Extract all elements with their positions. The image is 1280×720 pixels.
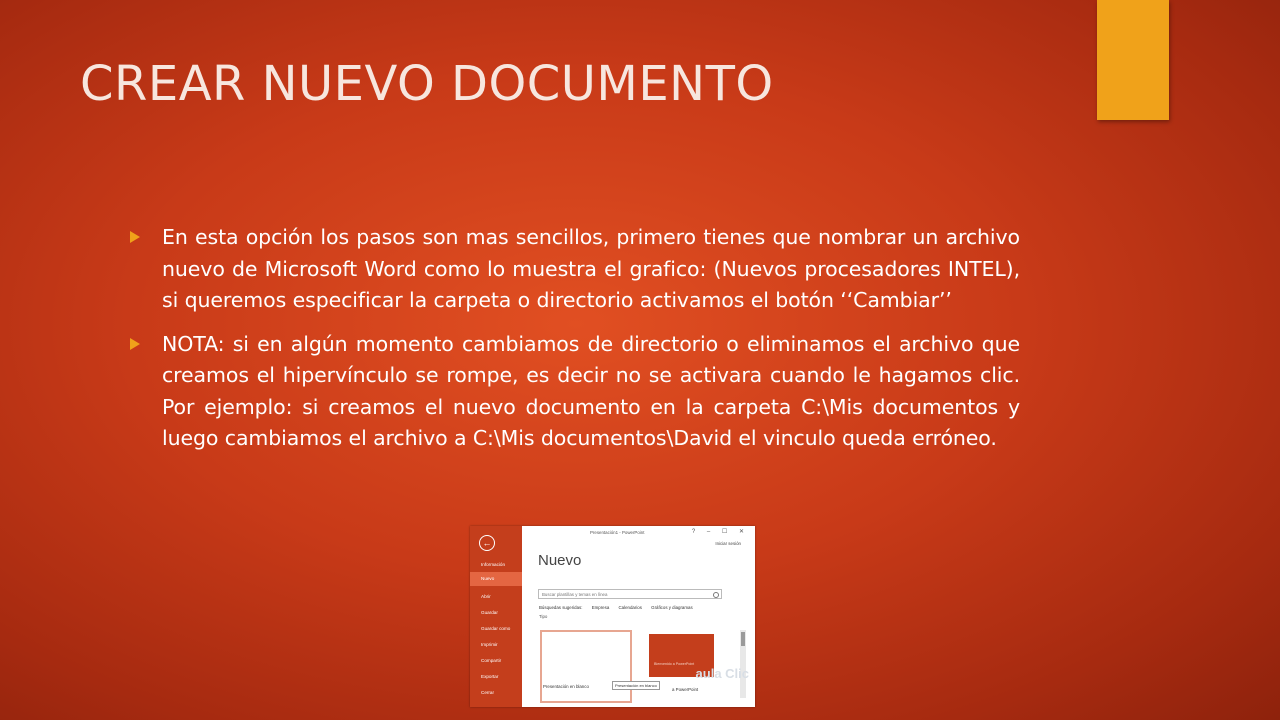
suggested-graficos-link[interactable]: Gráficos y diagramas <box>651 605 693 610</box>
sidebar-item-cerrar[interactable]: Cerrar <box>481 690 495 695</box>
bullet-text: NOTA: si en algún momento cambiamos de directorio o eliminamos el archivo que creamos el hipervínculo se rompe, es decir no se activara cuando le hagamos clic. Por ejemplo: si creamos el nuevo documento en la carpeta C:\Mis documentos y luego cambiamos el archivo a C:\Mis documentos\David el vinculo queda erróneo. <box>162 331 1020 450</box>
sidebar-item-nuevo[interactable]: Nuevo <box>470 572 522 586</box>
type-label: Tipo <box>539 614 548 619</box>
blank-presentation-label: Presentación en blanco <box>543 684 589 689</box>
backstage-main <box>522 526 755 707</box>
suggested-searches <box>539 605 701 610</box>
sidebar-item-abrir[interactable]: Abrir <box>481 594 491 599</box>
welcome-template-text: Bienvenido a PowerPoint <box>654 662 695 666</box>
bullet-item <box>130 222 1020 317</box>
sidebar-item-guardar[interactable]: Guardar <box>481 610 498 615</box>
sidebar-item-informacion[interactable]: Información <box>481 562 506 567</box>
tooltip: Presentación en blanco <box>612 681 660 690</box>
slide-title: CREAR NUEVO DOCUMENTO <box>80 56 774 112</box>
watermark: aula Clic <box>695 666 749 681</box>
bullet-text: En esta opción los pasos son mas sencillos, primero tienes que nombrar un archivo nuevo de Microsoft Word como lo muestra el grafico: (Nuevos procesadores INTEL), si queremos especificar la carpeta o directorio activamos el botón ‘‘Cambiar’’ <box>162 225 1020 312</box>
scrollbar[interactable] <box>740 630 746 698</box>
new-heading: Nuevo <box>538 552 582 569</box>
template-search-input[interactable] <box>538 589 722 599</box>
bullet-arrow-icon <box>130 338 140 350</box>
bullet-item <box>130 329 1020 455</box>
powerpoint-screenshot <box>470 526 755 707</box>
suggested-calendarios-link[interactable]: Calendarios <box>618 605 642 610</box>
sidebar-item-exportar[interactable]: Exportar <box>481 674 499 679</box>
accent-block <box>1097 0 1169 120</box>
welcome-template-label: a PowerPoint <box>672 687 699 692</box>
window-controls[interactable]: ? – ☐ ✕ <box>691 529 749 535</box>
sign-in-link[interactable]: Iniciar sesión <box>715 541 741 546</box>
search-placeholder: Buscar plantillas y temas en línea <box>542 592 608 597</box>
scroll-thumb[interactable] <box>741 632 745 646</box>
search-icon[interactable] <box>713 592 719 598</box>
window-title: Presentación1 - PowerPoint <box>590 530 645 535</box>
suggested-label: Búsquedas sugeridas: <box>539 605 583 610</box>
blank-presentation-tile[interactable] <box>540 630 632 703</box>
sidebar-item-compartir[interactable]: Compartir <box>481 658 502 663</box>
arrow-left-icon[interactable]: ← <box>479 535 495 551</box>
bullet-list <box>130 222 1020 467</box>
bullet-arrow-icon <box>130 231 140 243</box>
backstage-sidebar <box>470 526 522 707</box>
sidebar-item-guardar-como[interactable]: Guardar como <box>481 626 511 631</box>
suggested-empresa-link[interactable]: Empresa <box>591 605 610 610</box>
sidebar-item-imprimir[interactable]: Imprimir <box>481 642 498 647</box>
